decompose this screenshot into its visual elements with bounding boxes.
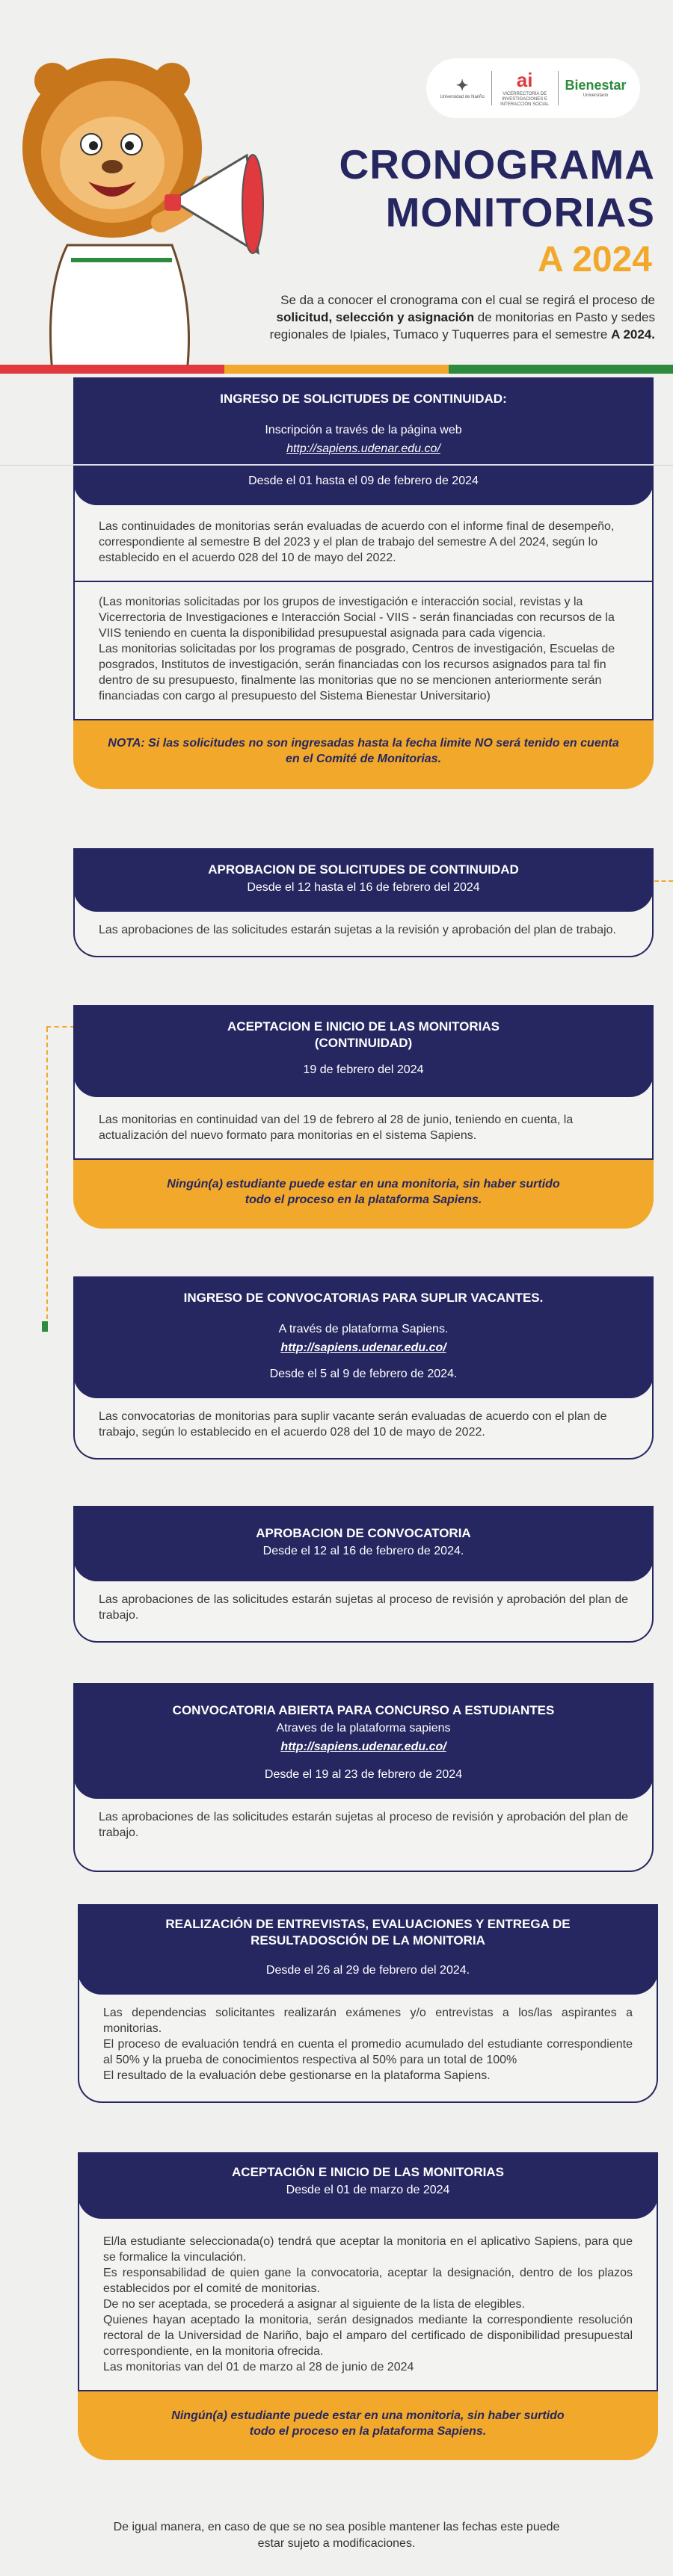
card-text: Quienes hayan aceptado la monitoria, serán designados mediante la correspondiente resolución rectoral de la Universidad de Nariño, bajo el amparo del certificado de disponibilidad presupuestal correspondiente, en la monitoria ofrecida.: [103, 2314, 633, 2358]
card-dates: Desde el 01 hasta el 09 de febrero de 2024: [248, 475, 479, 487]
sapiens-link[interactable]: http://sapiens.udenar.edu.co/: [280, 1741, 446, 1753]
card-text: Las aprobaciones de las solicitudes estarán sujetas al proceso de revisión y aprobación del plan de trabajo.: [99, 1811, 628, 1839]
card-header: [73, 1276, 654, 1398]
page-title-line1: CRONOGRAMA: [339, 141, 655, 188]
card-title: ACEPTACIÓN E INICIO DE LAS MONITORIAS: [232, 2165, 504, 2179]
card-header: [73, 1506, 654, 1581]
universidad-narino-logo: ✦ Universidad de Nariño: [440, 78, 485, 99]
horizontal-rule: [0, 465, 73, 466]
card-header: [73, 1005, 654, 1097]
footer-note: De igual manera, en caso de que se no sea posible mantener las fechas este puede estar sujeto a modificaciones.: [113, 2521, 560, 2550]
card-convocatoria-abierta: [73, 1683, 654, 1872]
card-dates: Desde el 12 hasta el 16 de febrero del 2024: [247, 881, 480, 894]
card-body-divider: [75, 581, 652, 582]
card-convocatorias-vacantes: [73, 1276, 654, 1460]
card-text: Las dependencias solicitantes realizarán exámenes y/o entrevistas a los/las aspirantes a monitorias.: [103, 2007, 633, 2035]
card-header: [73, 1683, 654, 1799]
card-dates: 19 de febrero del 2024: [303, 1063, 424, 1076]
card-divider: [73, 464, 654, 466]
card-title: APROBACION DE CONVOCATORIA: [256, 1526, 471, 1540]
card-aprobacion-convocatoria: [73, 1506, 654, 1643]
timeline-connector-right: [654, 880, 673, 882]
logo-divider: [491, 71, 492, 105]
card-dates: Desde el 5 al 9 de febrero de 2024.: [269, 1368, 458, 1380]
ai-logo: ai VICERRECTORÍA DE INVESTIGACIONES E INTERACCIÓN SOCIAL: [500, 69, 550, 107]
card-title: REALIZACIÓN DE ENTREVISTAS, EVALUACIONES Y ENTREGA DE RESULTADOSCIÓN DE LA MONITORIA: [165, 1917, 571, 1948]
card-aprobacion-continuidad: [73, 848, 654, 957]
card-header: [73, 848, 654, 912]
card-dates: Desde el 19 al 23 de febrero de 2024: [264, 1768, 463, 1781]
card-text: Es responsabilidad de quien gane la convocatoria, aceptar la designación, dentro de los plazos establecidos por el comité de monitorias.: [103, 2267, 633, 2295]
stripe-green: [449, 365, 673, 374]
card-aceptacion-continuidad: [73, 1005, 654, 1229]
color-stripes: [0, 365, 673, 374]
card-header: [78, 1904, 658, 1995]
card-dates: Desde el 12 al 16 de febrero de 2024.: [262, 1545, 464, 1557]
card-text: Las monitorias solicitadas por los programas de posgrado, Centros de investigación, Escuelas de posgrados, Institutos de investigación, serán financiadas con los recursos asignados para tal fin dentro de su presupuesto, finalmente las monitorias que no se mencionen anteriormente serán financiadas con cargo al presupuesto del Sistema Bienestar Universitario): [99, 643, 615, 702]
card-text: Las aprobaciones de las solicitudes estarán sujetas al proceso de revisión y aprobación del plan de trabajo.: [99, 1593, 628, 1622]
card-dates: Desde el 01 de marzo de 2024: [286, 2184, 450, 2196]
card-header: [78, 2152, 658, 2219]
timeline-connector-top: [46, 1026, 75, 1028]
card-title: INGRESO DE SOLICITUDES DE CONTINUIDAD:: [220, 392, 507, 406]
card-subtitle: Inscripción a través de la página web: [265, 424, 462, 436]
card-text: Las continuidades de monitorias serán evaluadas de acuerdo con el informe final de desempeño, correspondiente al semestre B del 2023 y el plan de trabajo del semestre A del 2024, según lo establecido en el acuerdo 028 del 10 de mayo del 2022.: [99, 520, 615, 564]
sapiens-link[interactable]: http://sapiens.udenar.edu.co/: [280, 1341, 446, 1354]
card-body: [73, 481, 654, 720]
card-solicitudes-continuidad: [73, 377, 654, 789]
card-text: Las monitorias en continuidad van del 19 de febrero al 28 de junio, teniendo en cuenta, la actualización del nuevo formato para monitorias en el sistema Sapiens.: [99, 1114, 574, 1142]
term-label: A 2024: [538, 240, 652, 279]
page-title-line2: MONITORIAS: [385, 189, 655, 235]
sapiens-link[interactable]: http://sapiens.udenar.edu.co/: [286, 442, 440, 455]
card-title: INGRESO DE CONVOCATORIAS PARA SUPLIR VACANTES.: [183, 1291, 544, 1305]
card-title: ACEPTACION E INICIO DE LAS MONITORIAS (CONTINUIDAD): [227, 1019, 500, 1050]
card-entrevistas-evaluaciones: [78, 1904, 658, 2103]
card-text: (Las monitorias solicitadas por los grupos de investigación e interacción social, revistas y la Vicerrectoria de Investigaciones e Interacción Social - VIIS - serán financiadas con recursos de la VIIS teniendo en cuenta la disponibilidad presupuestal asignada para cada vigencia.: [99, 596, 615, 640]
card-text: Las monitorias van del 01 de marzo al 28 de junio de 2024: [103, 2361, 414, 2373]
timeline-connector: [46, 1028, 48, 1326]
card-dates: Desde el 26 al 29 de febrero del 2024.: [265, 1964, 470, 1977]
card-text: De no ser aceptada, se procederá a asignar al siguiente de la lista de elegibles.: [103, 2298, 525, 2311]
card-text: El proceso de evaluación tendrá en cuenta el promedio acumulado del estudiante correspondiente al 50% y la prueba de conocimientos respectiva al 50% para un total de 100%: [103, 2038, 633, 2066]
card-note: Ningún(a) estudiante puede estar en una monitoria, sin haber surtido todo el proceso en la plataforma Sapiens.: [78, 2391, 658, 2460]
card-text: El/la estudiante seleccionada(o) tendrá que aceptar la monitoria en el aplicativo Sapiens, para que se formalice la vinculación.: [103, 2235, 633, 2264]
logo-bar: [426, 58, 640, 118]
stripe-red: [0, 365, 224, 374]
card-aceptacion-inicio: [78, 2152, 658, 2460]
stripe-orange: [224, 365, 449, 374]
card-body: [78, 2195, 658, 2391]
card-subtitle: A través de plataforma Sapiens.: [278, 1323, 449, 1335]
card-note: NOTA: Si las solicitudes no son ingresadas hasta la fecha limite NO será tenido en cuenta en el Comité de Monitorias.: [73, 720, 654, 789]
card-header: [73, 377, 654, 505]
card-text: Las convocatorias de monitorias para suplir vacante serán evaluadas de acuerdo con el plan de trabajo, según lo establecido en el acuerdo 028 del 10 de mayo de 2022.: [99, 1410, 607, 1439]
bienestar-logo: Bienestar Universitario: [565, 78, 627, 98]
card-text: El resultado de la evaluación debe gestionarse en la plataforma Sapiens.: [103, 2069, 491, 2082]
logo-divider: [558, 71, 559, 105]
card-title: APROBACION DE SOLICITUDES DE CONTINUIDAD: [208, 862, 519, 877]
intro-text: Se da a conocer el cronograma con el cual se regirá el proceso de solicitud, selección y asignación de monitorias en Pasto y sedes regionales de Ipiales, Tumaco y Tuquerres para el semestre A 2024.: [269, 293, 655, 342]
card-subtitle: Atraves de la plataforma sapiens: [276, 1722, 451, 1735]
timeline-marker: [42, 1321, 48, 1332]
card-title: CONVOCATORIA ABIERTA PARA CONCURSO A ESTUDIANTES: [172, 1703, 555, 1717]
horizontal-rule: [654, 465, 673, 466]
card-note: Ningún(a) estudiante puede estar en una monitoria, sin haber surtido todo el proceso en la plataforma Sapiens.: [73, 1160, 654, 1229]
card-text: Las aprobaciones de las solicitudes estarán sujetas a la revisión y aprobación del plan de trabajo.: [99, 924, 616, 936]
